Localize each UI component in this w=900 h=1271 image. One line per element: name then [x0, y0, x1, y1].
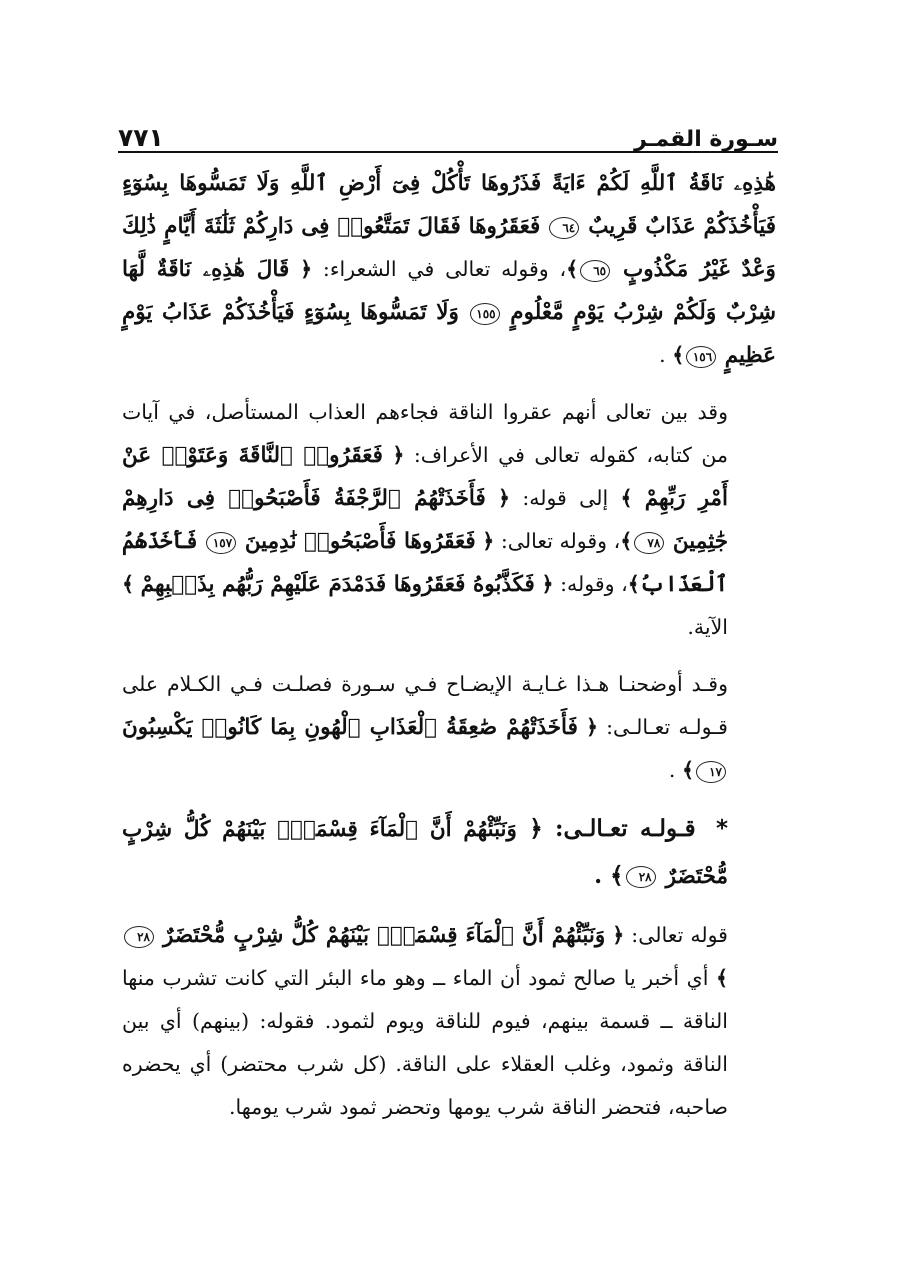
verse-number-marker: ٦٤	[549, 217, 579, 239]
quran-text: فَأَخَذَتْهُمُ ٱلرَّجْفَةُ فَأَصْبَحُوا۟ فِى دَارِهِمْ جَٰثِمِينَ	[122, 486, 728, 554]
quran-text: وَنَبِّئْهُمْ أَنَّ ٱلْمَآءَ قِسْمَةٌۢ بَيْنَهُمْ كُلُّ شِرْبٍ مُّحْتَضَرٌ	[122, 817, 728, 889]
star-icon: *	[715, 816, 728, 842]
quran-open-bracket: ﴿	[498, 486, 511, 510]
verse-number-marker: ١٥٧	[206, 532, 236, 554]
paragraph-3	[122, 663, 776, 792]
quran-close-bracket: ﴾	[620, 486, 633, 510]
page-header	[118, 112, 778, 152]
commentary-text: الآية.	[687, 615, 728, 639]
verse-number-marker: ١٥٦	[686, 346, 716, 368]
commentary-text: أي أخبر يا صالح ثمود أن الماء ــ وهو ماء البئر التي كانت تشرب منها الناقة ــ قسمة بينهم، فيوم للناقة ويوم لثمود. فقوله: (بينهم) أي بين الناقة وثمود، وغلب العقلاء على الناقة. (كل شرب محتضر) أي يحضره صاحبه، فتحضر الناقة شرب يومها وتحضر ثمود شرب يومها.	[122, 966, 728, 1119]
paragraph-2	[122, 391, 776, 649]
quran-open-bracket: ﴿	[482, 529, 495, 553]
quran-close-bracket: ﴾	[620, 529, 633, 553]
commentary-text: ، وقوله تعالى:	[500, 529, 621, 553]
quran-close-bracket: ﴾	[566, 257, 579, 281]
page-number: ٧٧١	[118, 123, 164, 152]
quran-open-bracket: ﴿	[585, 715, 598, 739]
commentary-text: ، وقوله:	[560, 572, 628, 596]
quran-text: فَعَقَرُوهَا فَأَصْبَحُوا۟ نَٰدِمِينَ	[244, 529, 476, 554]
verse-number-marker: ١٥٥	[470, 303, 500, 325]
quran-text: قَالَ هَٰذِهِۦ نَاقَةٌ لَّهَا شِرْبٌ وَلَكُمْ شِرْبُ يَوْمٍ مَّعْلُومٍ	[122, 257, 776, 325]
surah-title: سـورة القمـر	[634, 127, 778, 152]
verse-number-marker: ٧٨	[634, 532, 664, 554]
quran-open-bracket: ﴿	[300, 257, 313, 281]
commentary-text: وقـد أوضحنـا هـذا غـايـة الإيضـاح فـي سـورة فصلـت فـي الكـلام على قـولـه تعـالـى:	[122, 672, 728, 739]
period: .	[659, 343, 666, 367]
quran-close-bracket: ﴾	[672, 343, 685, 367]
quran-text: فَأَخَذَهُمُ ٱلْعَذَابُ	[122, 529, 728, 597]
quran-text: وَلَا تَمَسُّوهَا بِسُوٓءٍ فَيَأْخُذَكُمْ عَذَابُ يَوْمٍ عَظِيمٍ	[122, 300, 776, 368]
verse-number-marker: ٦٥	[580, 260, 610, 282]
quran-text: فَعَقَرُوا۟ ٱلنَّاقَةَ وَعَتَوْا۟ عَنْ أَمْرِ رَبِّهِمْ	[122, 443, 728, 511]
page-body	[122, 162, 776, 1129]
quran-open-bracket: ﴿	[612, 923, 625, 947]
commentary-text: ، وقوله تعالى في الشعراء:	[322, 257, 567, 281]
quran-text: هَٰذِهِۦ نَاقَةُ ٱللَّهِ لَكُمْ ءَايَةً فَذَرُوهَا تَأْكُلْ فِىٓ أَرْضِ ٱللَّهِ وَلَا تَمَسُّوهَا بِسُوٓءٍ فَيَأْخُذَكُمْ عَذَابٌ قَرِيبٌ	[122, 171, 776, 239]
paragraph-4	[122, 914, 776, 1129]
quran-close-bracket: ﴾	[122, 572, 135, 596]
verse-number-marker: ٢٨	[626, 866, 656, 888]
quran-close-bracket: ﴾	[627, 572, 640, 596]
header-divider	[118, 151, 778, 153]
quran-close-bracket: ﴾	[610, 862, 624, 889]
commentary-text: وقد بين تعالى أنهم عقروا الناقة فجاءهم العذاب المستأصل، في آيات من كتابه، كقوله تعالى في الأعراف:	[122, 400, 728, 467]
heading-label: قـولـه تعـالـى:	[555, 815, 696, 842]
quran-text: فَأَخَذَتْهُمْ صَٰعِقَةُ ٱلْعَذَابِ ٱلْهُونِ بِمَا كَانُوا۟ يَكْسِبُونَ	[122, 715, 578, 740]
section-heading	[122, 806, 776, 900]
paragraph-1	[122, 162, 776, 377]
verse-number-marker: ١٧	[696, 761, 726, 783]
period: .	[668, 758, 676, 782]
quran-open-bracket: ﴿	[392, 443, 405, 467]
commentary-text: إلى قوله:	[522, 486, 609, 510]
verse-number-marker: ٢٨	[124, 926, 154, 948]
quran-text: فَعَقَرُوهَا فَقَالَ تَمَتَّعُوا۟ فِى دَارِكُمْ ثَلَٰثَةَ أَيَّامٍ ذَٰلِكَ وَعْدٌ غَيْرُ مَكْذُوبٍ	[122, 214, 776, 282]
commentary-text: قوله تعالى:	[631, 923, 728, 947]
quran-close-bracket: ﴾	[681, 758, 694, 782]
quran-open-bracket: ﴿	[541, 572, 554, 596]
quran-close-bracket: ﴾	[715, 966, 728, 990]
period: .	[594, 862, 603, 889]
quran-open-bracket: ﴿	[529, 815, 543, 842]
quran-text: فَكَذَّبُوهُ فَعَقَرُوهَا فَدَمْدَمَ عَلَيْهِمْ رَبُّهُم بِذَنۢبِهِمْ	[140, 572, 535, 597]
quran-text: وَنَبِّئْهُمْ أَنَّ ٱلْمَآءَ قِسْمَةٌۢ بَيْنَهُمْ كُلُّ شِرْبٍ مُّحْتَضَرٌ	[162, 923, 606, 948]
